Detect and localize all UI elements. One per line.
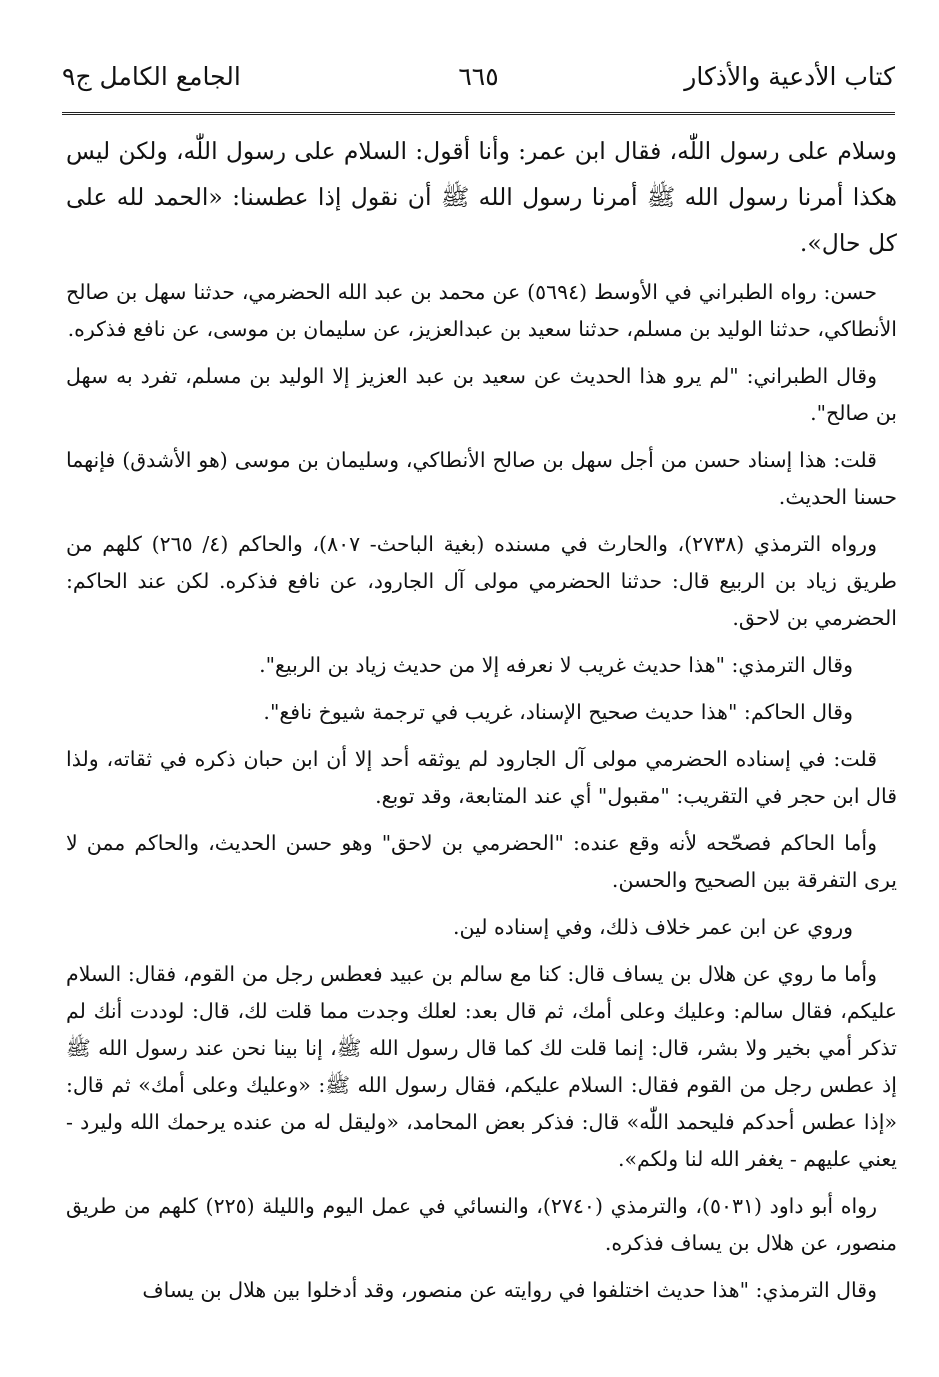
abu-dawud-reference: رواه أبو داود (٥٠٣١)، والترمذي (٢٧٤٠)، والنسائي في عمل اليوم والليلة (٢٢٥) كلهم من طريق منصور، عن هلال بن يساف فذكره. [66,1194,897,1255]
page-number: ٦٦٥ [458,62,499,91]
page-header [62,62,895,102]
tabarani-quote: وقال الطبراني: "لم يرو هذا الحديث عن سعيد بن عبد العزيز إلا الوليد بن مسلم، تفرد به سهل بن صالح". [66,364,897,425]
hakim-quote: وقال الحاكم: "هذا حديث صحيح الإسناد، غريب في ترجمة شيوخ نافع". [263,700,853,724]
hadith-text-continuation: وسلام على رسول اللّٰه، فقال ابن عمر: وأنا أقول: السلام على رسول اللّٰه، ولكن ليس هكذا أمرنا رسول الله ﷺ أمرنا رسول الله ﷺ أن نقول إذا عطسنا: «الحمد لله على كل حال». [66,137,897,257]
page-body [66,128,897,1319]
isnad-comment: قلت: هذا إسناد حسن من أجل سهل بن صالح الأنطاكي، وسليمان بن موسى (هو الأشدق) فإنهما حسنا الحديث. [66,448,897,509]
grading-paragraph: حسن: رواه الطبراني في الأوسط (٥٦٩٤) عن محمد بن عبد الله الحضرمي، حدثنا سهل بن صالح الأنطاكي، حدثنا الوليد بن مسلم، حدثنا سعيد بن عبدالعزيز، عن سليمان بن موسى، عن نافع فذكره. [66,280,897,341]
header-divider [62,112,895,115]
book-section-title: كتاب الأدعية والأذكار [684,62,895,91]
narrator-comment: قلت: في إسناده الحضرمي مولى آل الجارود لم يوثقه أحد إلا أن ابن حبان ذكره في ثقاته، ولذا قال ابن حجر في التقريب: "مقبول" أي عند المتابعة، وقد توبع. [66,747,897,808]
hakim-comment: وأما الحاكم فصحّحه لأنه وقع عنده: "الحضرمي بن لاحق" وهو حسن الحديث، والحاكم ممن لا يرى التفرقة بين الصحيح والحسن. [66,831,897,892]
book-title: الجامع الكامل ج٩ [62,62,241,91]
contrary-report: وروي عن ابن عمر خلاف ذلك، وفي إسناده لين. [452,915,853,939]
other-narrations: ورواه الترمذي (٢٧٣٨)، والحارث في مسنده (بغية الباحث- ٨٠٧)، والحاكم (٤/ ٢٦٥) كلهم من طريق زياد بن الربيع قال: حدثنا الحضرمي مولى آل الجارود، عن نافع فذكره. لكن عند الحاكم: الحضرمي بن لاحق. [66,532,897,630]
hilal-narration: وأما ما روي عن هلال بن يساف قال: كنا مع سالم بن عبيد فعطس رجل من القوم، فقال: السلام عليكم، فقال سالم: وعليك وعلى أمك، ثم قال بعد: لعلك وجدت مما قلت لك، قال: لوددت أنك لم تذكر أمي بخير ولا بشر، قال: إنما قلت لك كما قال رسول الله ﷺ، إنا بينا نحن عند رسول الله ﷺ إذ عطس رجل من القوم فقال: السلام عليكم، فقال رسول الله ﷺ: «وعليك وعلى أمك» ثم قال: «إذا عطس أحدكم فليحمد اللّٰه» قال: فذكر بعض المحامد، «وليقل له من عنده يرحمك الله وليرد - يعني عليهم - يغفر الله لنا ولكم». [66,962,897,1171]
tirmidhi-comment: وقال الترمذي: "هذا حديث اختلفوا في روايته عن منصور، وقد أدخلوا بين هلال بن يساف [142,1278,877,1302]
tirmidhi-quote: وقال الترمذي: "هذا حديث غريب لا نعرفه إلا من حديث زياد بن الربيع". [259,653,853,677]
